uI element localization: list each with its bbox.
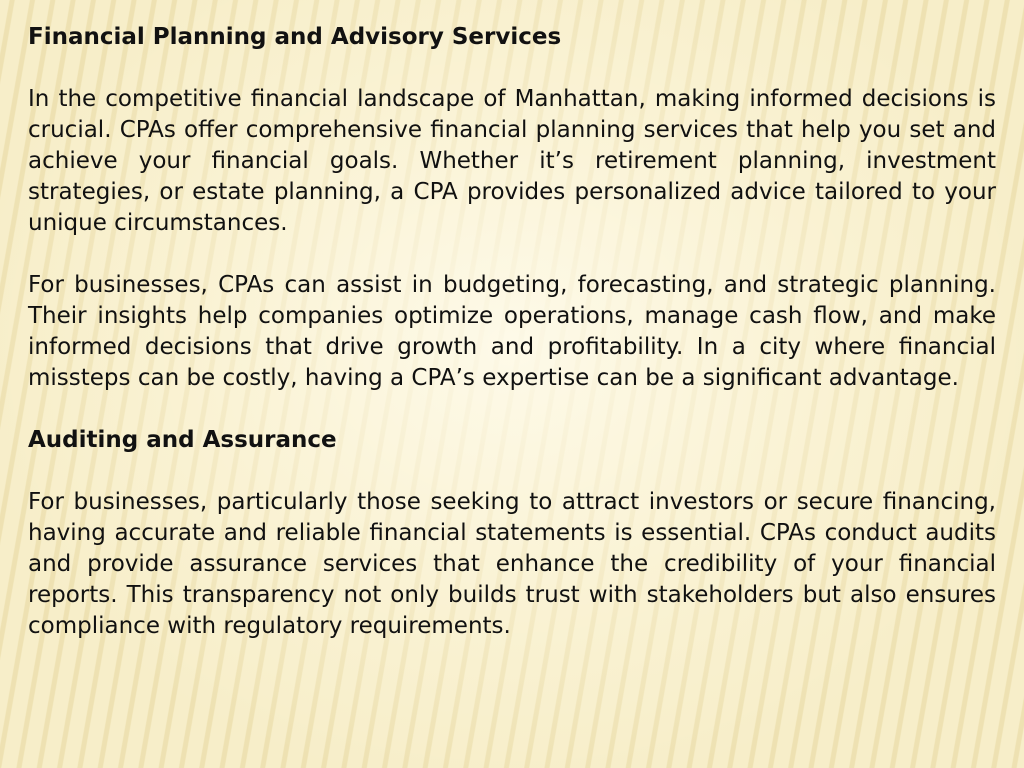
section-heading-auditing: Auditing and Assurance bbox=[28, 427, 337, 453]
section-heading-financial-planning: Financial Planning and Advisory Services bbox=[28, 24, 562, 50]
paragraph-financial-planning-businesses: For businesses, CPAs can assist in budgeting, forecasting, and strategic planning. Their insights help companies optimize operations, manage cash flow, and make informed decisions that drive growth and profitability. In a city where financial missteps can be costly, having a CPA’s expertise can be a significant advantage. bbox=[28, 272, 996, 391]
paragraph-financial-planning-intro: In the competitive financial landscape of Manhattan, making informed decisions is crucial. CPAs offer comprehensive financial planning services that help you set and achieve your financial goals. Whether it’s retirement planning, investment strategies, or estate planning, a CPA provides personalized advice tailored to your unique circumstances. bbox=[28, 86, 996, 236]
slide-content bbox=[28, 22, 996, 642]
paragraph-auditing: For businesses, particularly those seeking to attract investors or secure financing, having accurate and reliable financial statements is essential. CPAs conduct audits and provide assurance services that enhance the credibility of your financial reports. This transparency not only builds trust with stakeholders but also ensures compliance with regulatory requirements. bbox=[28, 489, 996, 639]
